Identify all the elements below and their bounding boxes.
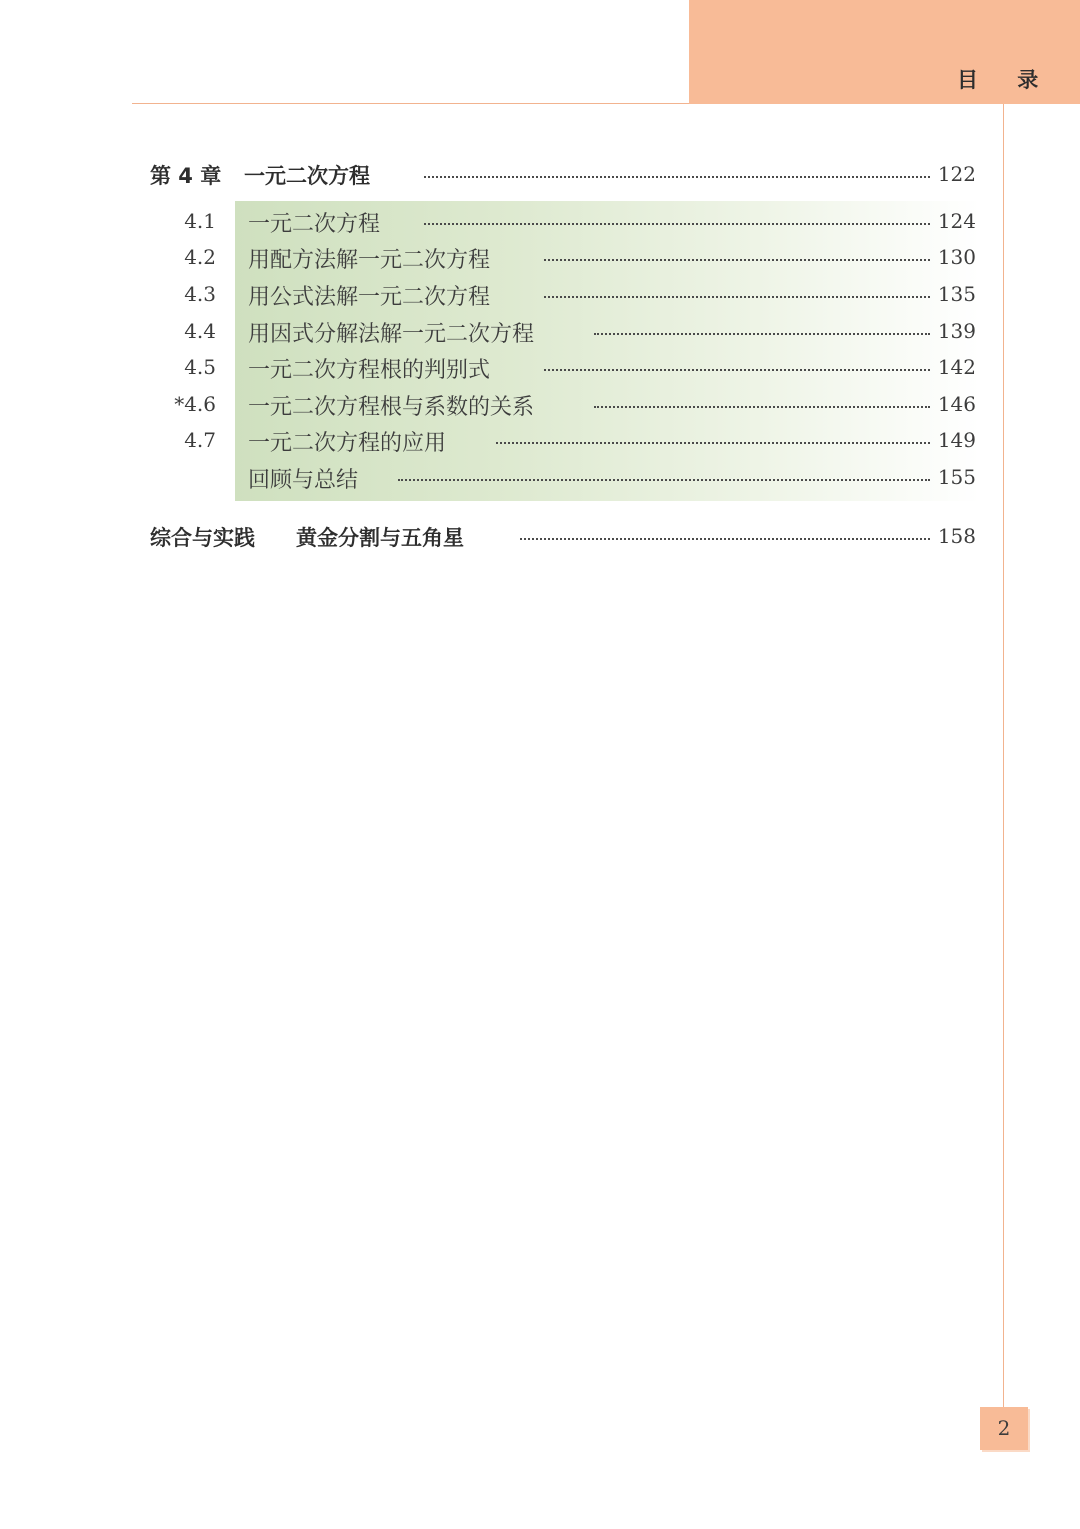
chapter-title: 一元二次方程 (244, 164, 370, 188)
section-page-number: 146 (937, 392, 976, 416)
practice-entry[interactable] (0, 522, 1080, 552)
section-page-number: 124 (937, 209, 976, 233)
practice-page-number: 158 (937, 524, 976, 548)
dot-leader (520, 538, 930, 540)
header-divider (132, 103, 689, 104)
toc-entry-4-4[interactable] (0, 317, 1080, 347)
dot-leader (544, 259, 930, 261)
toc-entry-4-2[interactable] (0, 243, 1080, 273)
page-number-badge: 2 (980, 1407, 1028, 1450)
section-title: 一元二次方程 (248, 212, 381, 237)
dot-leader (398, 479, 930, 481)
dot-leader (594, 333, 930, 335)
section-number: 4.1 (184, 209, 216, 233)
dot-leader (496, 442, 930, 444)
dot-leader (424, 176, 930, 178)
dot-leader (424, 223, 930, 225)
section-title: 用公式法解一元二次方程 (248, 285, 491, 310)
section-title: 一元二次方程的应用 (248, 431, 447, 456)
section-title: 一元二次方程根与系数的关系 (248, 395, 535, 420)
section-number: 4.3 (184, 282, 216, 306)
section-page-number: 149 (937, 428, 976, 452)
practice-label: 综合与实践 (150, 526, 255, 550)
toc-entry-4-1[interactable] (0, 207, 1080, 237)
section-page-number: 142 (937, 355, 976, 379)
section-title: 回顾与总结 (248, 468, 359, 493)
section-title: 用因式分解法解一元二次方程 (248, 322, 535, 347)
section-title: 一元二次方程根的判别式 (248, 358, 491, 383)
page-title: 目 录 (957, 68, 1055, 92)
toc-entry-4-6[interactable] (0, 390, 1080, 420)
toc-entry-review[interactable] (0, 463, 1080, 493)
section-page-number: 130 (937, 245, 976, 269)
toc-entry-4-3[interactable] (0, 280, 1080, 310)
section-number: 4.4 (184, 319, 216, 343)
toc-entry-4-5[interactable] (0, 353, 1080, 383)
section-number: 4.2 (184, 245, 216, 269)
section-page-number: 135 (937, 282, 976, 306)
dot-leader (544, 369, 930, 371)
chapter-entry[interactable] (0, 160, 1080, 190)
dot-leader (594, 406, 930, 408)
section-title: 用配方法解一元二次方程 (248, 248, 491, 273)
chapter-page-number: 122 (937, 162, 976, 186)
toc-entry-4-7[interactable] (0, 426, 1080, 456)
section-page-number: 155 (937, 465, 976, 489)
section-number: 4.7 (184, 428, 216, 452)
practice-title: 黄金分割与五角星 (296, 526, 464, 550)
section-number: 4.5 (184, 355, 216, 379)
dot-leader (544, 296, 930, 298)
chapter-label: 第 4 章 (150, 164, 222, 188)
section-page-number: 139 (937, 319, 976, 343)
section-number: *4.6 (174, 392, 216, 416)
